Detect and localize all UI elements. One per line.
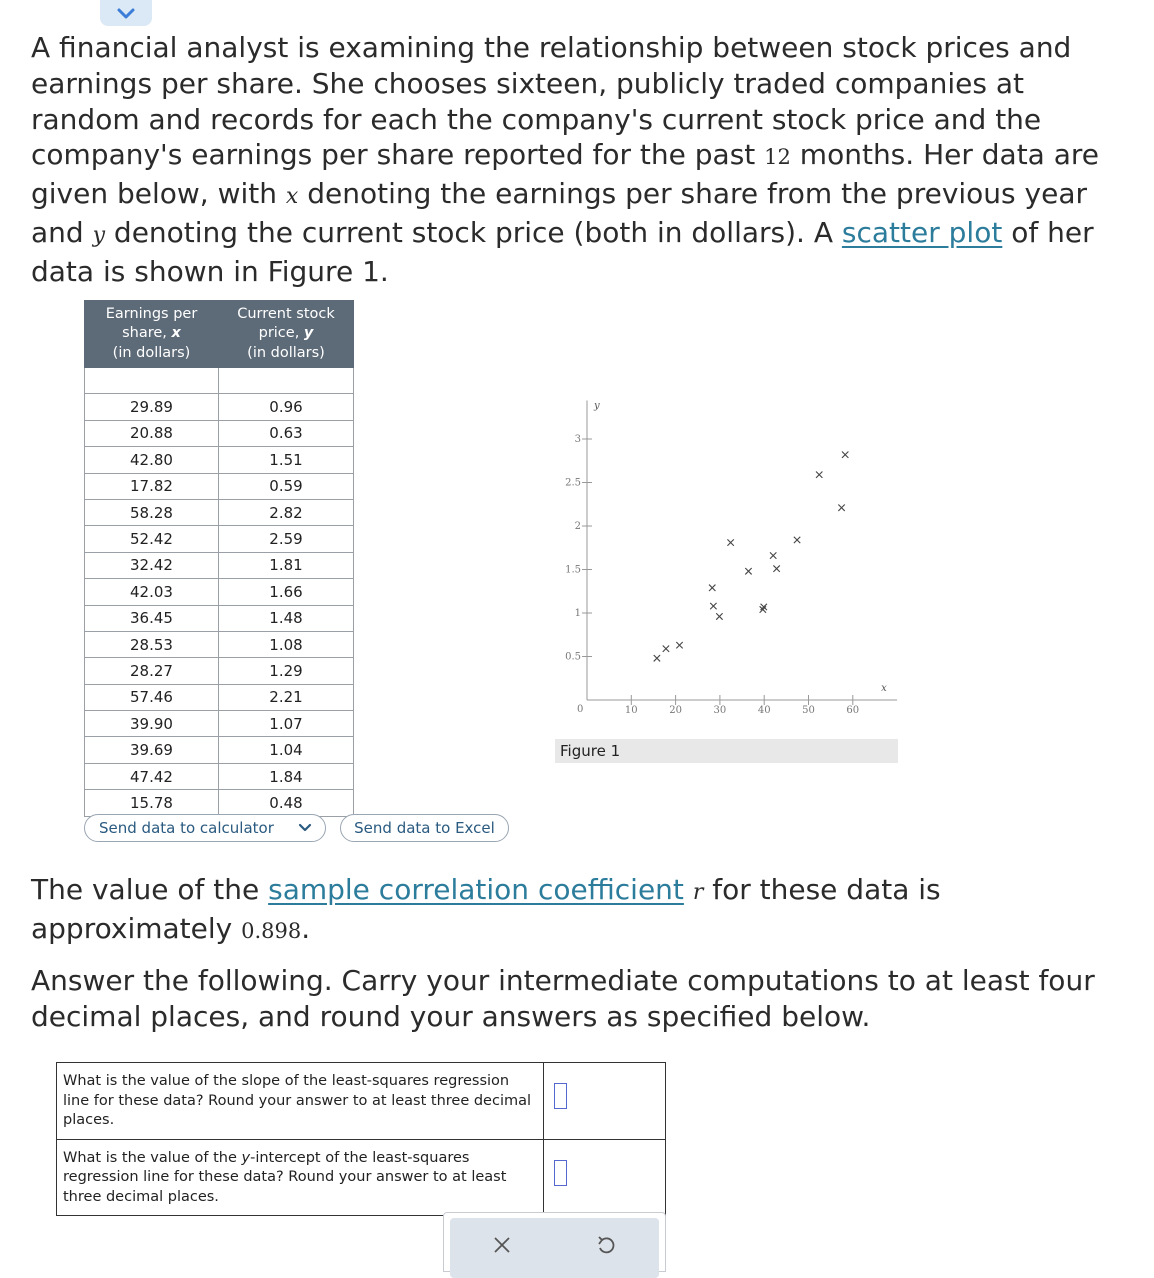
cell-stock-price: 1.51 <box>219 447 354 473</box>
cell-stock-price: 1.04 <box>219 737 354 763</box>
y-axis-label: y <box>594 400 600 412</box>
send-to-calculator-button[interactable] <box>84 814 326 842</box>
y-tick-label: 1.5 <box>565 564 581 576</box>
scatter-point <box>745 568 751 574</box>
cell-earnings: 28.27 <box>85 658 219 684</box>
table-row <box>85 499 354 525</box>
scatter-point <box>709 585 715 591</box>
origin-label: 0 <box>577 704 584 715</box>
scatter-point <box>816 471 822 477</box>
cell-stock-price: 0.48 <box>219 790 354 816</box>
send-to-excel-button[interactable] <box>340 814 509 842</box>
cell-stock-price: 1.08 <box>219 631 354 657</box>
question-row-slope <box>57 1063 666 1140</box>
scatter-point <box>773 565 779 571</box>
intro-text: A financial analyst is examining the relationship between stock prices and earnings per share. She chooses sixteen, publicly traded companies at random and records for each the company's current stock price and the company's earnings per share reported for the past <box>31 31 1072 172</box>
cell-earnings: 36.45 <box>85 605 219 631</box>
scatter-point <box>838 505 844 511</box>
y-tick-label: 1 <box>574 608 581 619</box>
collapse-button[interactable] <box>100 0 152 26</box>
cell-stock-price: 0.96 <box>219 394 354 420</box>
x-tick-label: 50 <box>802 705 815 716</box>
undo-icon <box>596 1236 616 1256</box>
table-row <box>85 447 354 473</box>
cell-earnings: 39.69 <box>85 737 219 763</box>
scatter-chart-svg <box>550 390 900 720</box>
table-row <box>85 790 354 816</box>
var-x: x <box>285 184 299 210</box>
cell-stock-price: 1.66 <box>219 579 354 605</box>
cell-stock-price: 2.82 <box>219 499 354 525</box>
cell-earnings: 28.53 <box>85 631 219 657</box>
x-tick-label: 60 <box>846 705 860 716</box>
table-row <box>85 394 354 420</box>
table-row <box>85 658 354 684</box>
var-y: y <box>92 222 106 248</box>
header-stock-price: Current stock price, y (in dollars) <box>219 301 354 368</box>
x-tick-label: 30 <box>713 705 727 716</box>
intro-text: denoting the current stock price (both in dollars). A <box>105 215 842 249</box>
cell-earnings: 47.42 <box>85 763 219 789</box>
scatter-plot-link[interactable]: scatter plot <box>841 215 1003 249</box>
y-tick-label: 0.5 <box>565 651 581 663</box>
cell-earnings: 32.42 <box>85 552 219 578</box>
send-to-excel-label: Send data to Excel <box>354 819 495 837</box>
table-row <box>85 737 354 763</box>
table-row <box>85 711 354 737</box>
cell-earnings: 52.42 <box>85 526 219 552</box>
intro-text: months. Her data are given below, with <box>31 138 1100 211</box>
table-row <box>85 420 354 446</box>
x-tick-label: 40 <box>757 705 771 716</box>
figure-caption: Figure 1 <box>555 739 898 763</box>
cell-earnings: 29.89 <box>85 394 219 420</box>
cell-earnings: 17.82 <box>85 473 219 499</box>
question-slope: What is the value of the slope of the least-squares regression line for these data? Round your answer to at least three decimal places. <box>57 1063 544 1140</box>
intro-text: of her data is shown in Figure 1. <box>31 215 1094 288</box>
correlation-statement: The value of the sample correlation coefficient r for these data is approximately 0.898. <box>31 873 941 945</box>
correlation-coefficient-link[interactable]: sample correlation coefficient <box>268 873 684 906</box>
x-tick-label: 10 <box>624 705 638 716</box>
scatter-point <box>842 451 848 457</box>
scatter-point <box>716 613 722 619</box>
scatter-point <box>770 552 776 558</box>
y-tick-label: 2.5 <box>565 477 581 489</box>
table-row <box>85 605 354 631</box>
cell-stock-price: 1.48 <box>219 605 354 631</box>
x-axis-label: x <box>881 683 887 694</box>
chevron-down-icon <box>298 823 312 833</box>
table-row <box>85 579 354 605</box>
cell-stock-price: 2.59 <box>219 526 354 552</box>
cell-earnings: 39.90 <box>85 711 219 737</box>
cell-earnings: 42.03 <box>85 579 219 605</box>
cell-earnings: 20.88 <box>85 420 219 446</box>
undo-button[interactable] <box>596 1236 616 1260</box>
scatter-chart <box>550 390 900 720</box>
table-row <box>85 526 354 552</box>
send-to-calculator-label: Send data to calculator <box>99 819 274 837</box>
intro-text: denoting the earnings per share from the previous year and <box>31 177 1088 249</box>
scatter-point <box>710 603 716 609</box>
var-r: r <box>692 880 704 905</box>
answer-toolbar <box>443 1212 666 1272</box>
table-row <box>85 473 354 499</box>
close-icon <box>493 1236 511 1254</box>
cell-stock-price: 1.07 <box>219 711 354 737</box>
cell-earnings: 42.80 <box>85 447 219 473</box>
cell-stock-price: 0.63 <box>219 420 354 446</box>
intercept-answer-input[interactable] <box>554 1160 567 1186</box>
y-tick-label: 3 <box>574 434 581 445</box>
cell-stock-price: 1.29 <box>219 658 354 684</box>
chevron-down-icon <box>116 8 136 20</box>
cell-stock-price: 2.21 <box>219 684 354 710</box>
y-tick-label: 2 <box>574 521 581 532</box>
months-number: 12 <box>764 145 791 170</box>
table-row <box>85 684 354 710</box>
cell-stock-price: 0.59 <box>219 473 354 499</box>
cell-stock-price: 1.81 <box>219 552 354 578</box>
data-table <box>84 300 354 817</box>
scatter-point <box>654 655 660 661</box>
cell-earnings: 58.28 <box>85 499 219 525</box>
slope-answer-input[interactable] <box>554 1083 567 1109</box>
correlation-value: 0.898 <box>241 919 302 943</box>
header-earnings: Earnings per share, x (in dollars) <box>85 301 219 368</box>
x-tick-label: 20 <box>669 705 682 716</box>
problem-intro <box>31 30 1131 290</box>
question-row-intercept <box>57 1139 666 1216</box>
cell-earnings: 57.46 <box>85 684 219 710</box>
table-row <box>85 763 354 789</box>
clear-button[interactable] <box>493 1236 511 1258</box>
table-row <box>85 552 354 578</box>
table-row <box>85 631 354 657</box>
cell-earnings: 15.78 <box>85 790 219 816</box>
cell-stock-price: 1.84 <box>219 763 354 789</box>
scatter-point <box>663 645 669 651</box>
scatter-point <box>794 537 800 543</box>
question-table <box>56 1062 666 1216</box>
scatter-point <box>676 642 682 648</box>
scatter-point <box>727 539 733 545</box>
instructions: Answer the following. Carry your intermediate computations to at least four decimal places, and round your answers as specified below. <box>31 964 1095 1033</box>
question-intercept: What is the value of the y-intercept of the least-squares regression line for these data? Round your answer to at least three decimal places. <box>57 1139 544 1216</box>
